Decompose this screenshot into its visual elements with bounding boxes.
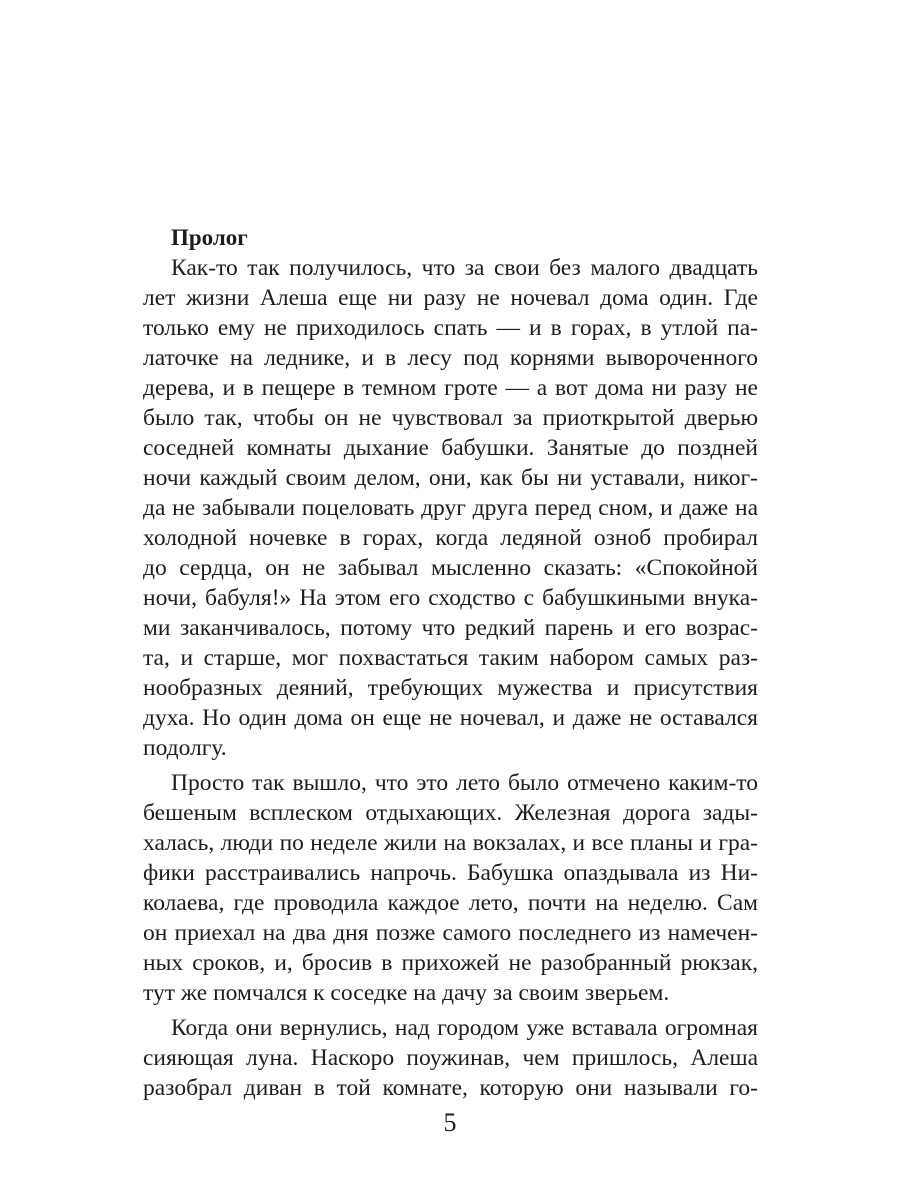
text-line: бешеным всплеском отдыхающих. Железная дорога зады- (143, 800, 758, 826)
text-line: духа. Но один дома он еще не ночевал, и даже не оставался (143, 705, 758, 731)
page-number: 5 (443, 1108, 457, 1137)
text-line: только ему не приходилось спать — и в горах, в утлой па- (143, 315, 758, 341)
text-line: холодной ночевке в горах, когда ледяной озноб пробирал (143, 525, 758, 551)
text-line: Просто так вышло, что это лето было отмечено каким-то (171, 770, 758, 796)
text-line: ночи каждый своим делом, они, как бы ни уставали, никог- (143, 465, 758, 491)
text-line: он приехал на два дня позже самого последнего из намечен- (143, 920, 758, 946)
chapter-heading: Пролог (171, 225, 248, 250)
text-line: подолгу. (143, 735, 227, 761)
text-line: было так, чтобы он не чувствовал за приоткрытой дверью (143, 405, 758, 431)
text-line: нообразных деяний, требующих мужества и присутствия (143, 675, 758, 701)
text-line: Когда они вернулись, над городом уже вставала огромная (171, 1015, 758, 1041)
text-line: ми заканчивалось, потому что редкий парень и его возрас- (143, 615, 758, 641)
text-line: латочке на леднике, и в лесу под корнями вывороченного (143, 345, 758, 371)
text-line: ных сроков, и, бросив в прихожей не разобранный рюкзак, (143, 950, 758, 976)
text-line: Как-то так получилось, что за свои без малого двадцать (171, 255, 758, 281)
text-line: ночи, бабуля!» На этом его сходство с бабушкиными внука- (143, 585, 758, 611)
text-line: та, и старше, мог похвастаться таким набором самых раз- (143, 645, 758, 671)
text-line: тут же помчался к соседке на дачу за своим зверьем. (143, 980, 670, 1006)
text-line: сияющая луна. Наскоро поужинав, чем пришлось, Алеша (143, 1045, 758, 1071)
text-line: халась, люди по неделе жили на вокзалах, и все планы и гра- (143, 830, 758, 856)
text-line: разобрал диван в той комнате, которую они называли го- (143, 1075, 758, 1101)
text-line: дерева, и в пещере в темном гроте — а вот дома ни разу не (143, 375, 758, 401)
text-line: да не забывали поцеловать друг друга перед сном, и даже на (143, 495, 758, 521)
text-line: соседней комнаты дыхание бабушки. Занятые до поздней (143, 435, 758, 461)
text-line: лет жизни Алеша еще ни разу не ночевал дома один. Где (143, 285, 758, 311)
text-line: колаева, где проводила каждое лето, почти на неделю. Сам (143, 890, 758, 916)
text-line: фики расстраивались напрочь. Бабушка опаздывала из Ни- (143, 860, 758, 886)
text-line: до сердца, он не забывал мысленно сказать: «Спокойной (143, 555, 758, 581)
